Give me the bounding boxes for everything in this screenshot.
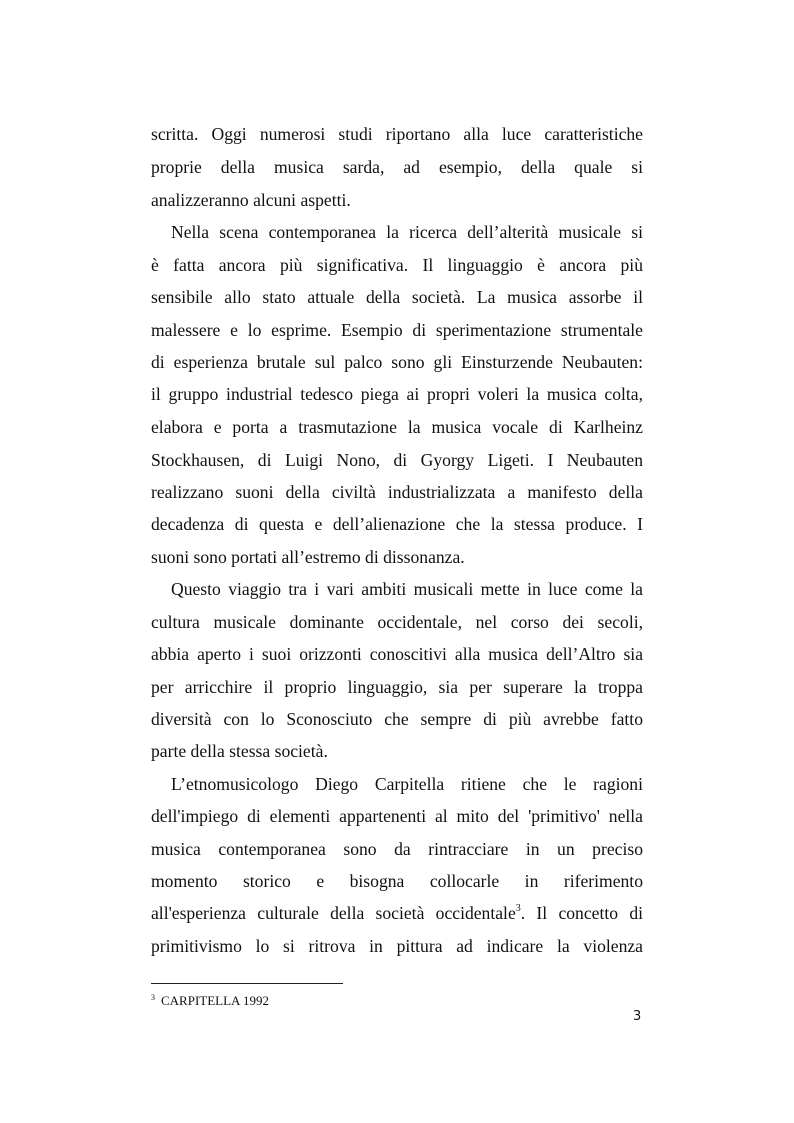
text-line: primitivismo lo si ritrova in pittura ad indicare la violenza: [151, 936, 643, 956]
text-line: elabora e porta a trasmutazione la musica vocale di Karlheinz: [151, 417, 643, 437]
text-segment: . Il concetto di: [520, 903, 644, 923]
text-line: è fatta ancora più significativa. Il linguaggio è ancora più: [151, 255, 643, 275]
footnote-text: CARPITELLA 1992: [161, 993, 269, 1008]
text-line: L’etnomusicologo Diego Carpitella ritiene che le ragioni: [171, 774, 643, 794]
text-line: realizzano suoni della civiltà industrializzata a manifesto della: [151, 482, 643, 502]
text-line: analizzeranno alcuni aspetti.: [151, 190, 351, 210]
text-line: scritta. Oggi numerosi studi riportano alla luce caratteristiche: [151, 124, 643, 144]
footnote-reference: 3: [515, 903, 521, 914]
text-line: malessere e lo esprime. Esempio di sperimentazione strumentale: [151, 320, 643, 340]
page-number: 3: [633, 1009, 642, 1024]
text-line: musica contemporanea sono da rintracciare in un preciso: [151, 839, 643, 859]
text-line: Stockhausen, di Luigi Nono, di Gyorgy Ligeti. I Neubauten: [151, 450, 643, 470]
text-line: cultura musicale dominante occidentale, nel corso dei secoli,: [151, 612, 643, 632]
text-line: [151, 901, 643, 925]
footnote-marker: 3: [151, 993, 155, 1002]
text-line: abbia aperto i suoi orizzonti conoscitivi alla musica dell’Altro sia: [151, 644, 643, 664]
text-line: proprie della musica sarda, ad esempio, della quale si: [151, 157, 643, 177]
text-line: diversità con lo Sconosciuto che sempre di più avrebbe fatto: [151, 709, 643, 729]
footnote: [151, 989, 269, 1010]
text-line: il gruppo industrial tedesco piega ai propri voleri la musica colta,: [151, 384, 643, 404]
text-segment: all'esperienza culturale della società occidentale: [151, 903, 516, 923]
text-line: momento storico e bisogna collocarle in riferimento: [151, 871, 643, 891]
text-line: Questo viaggio tra i vari ambiti musicali mette in luce come la: [171, 579, 643, 599]
text-line: dell'impiego di elementi appartenenti al mito del 'primitivo' nella: [151, 806, 643, 826]
text-line: parte della stessa società.: [151, 741, 328, 761]
text-line: decadenza di questa e dell’alienazione che la stessa produce. I: [151, 514, 643, 534]
text-line: suoni sono portati all’estremo di dissonanza.: [151, 547, 465, 567]
text-line: sensibile allo stato attuale della società. La musica assorbe il: [151, 287, 643, 307]
text-line: di esperienza brutale sul palco sono gli Einsturzende Neubauten:: [151, 352, 643, 372]
text-line: Nella scena contemporanea la ricerca dell’alterità musicale si: [171, 222, 643, 242]
footnote-divider: [151, 983, 343, 984]
text-line: per arricchire il proprio linguaggio, sia per superare la troppa: [151, 677, 643, 697]
